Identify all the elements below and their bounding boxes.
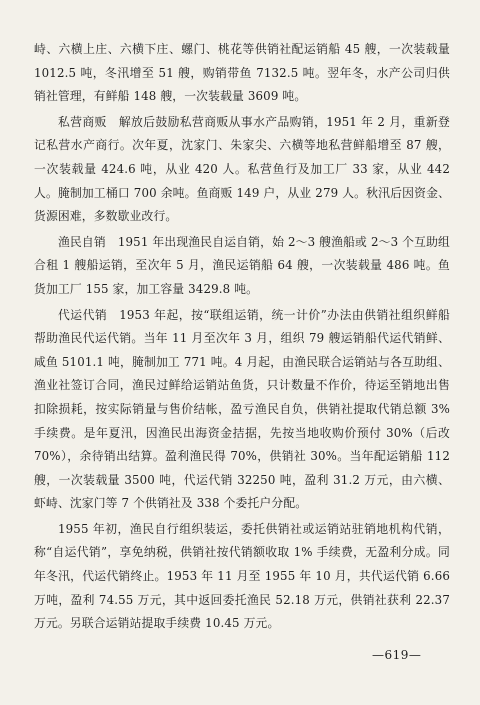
page-number: —619— (372, 648, 422, 662)
paragraph-2 (34, 111, 450, 229)
paragraph-5 (34, 518, 450, 636)
paragraph-4 (34, 304, 450, 516)
paragraph-3-text: 1951 年出现渔民自运自销，始 2～3 艘渔船或 2～3 个互助组合租 1 艘船运销，至次年 5 月，渔民运销船 64 艘，一次装载量 486 吨。鱼货加工厂 155 家，加工容量 3429.8 吨。 (34, 234, 450, 296)
section-heading-private-traders: 私营商贩 (58, 114, 107, 129)
document-body (34, 38, 450, 636)
section-heading-agency-transport: 代运代销 (58, 307, 108, 322)
paragraph-1-text: 峙、六横上庄、六横下庄、螺门、桃花等供销社配运销船 45 艘，一次装载量 1012.5 吨，冬汛增至 51 艘，购销带鱼 7132.5 吨。翌年冬，水产公司归供销社管理，有鲜船 148 艘，一次装载量 3609 吨。 (34, 42, 450, 104)
paragraph-2-text: 解放后鼓励私营商贩从事水产品购销，1951 年 2 月，重新登记私营水产商行。次年夏，沈家门、朱家尖、六横等地私营鲜船增至 87 艘，一次装载量 424.6 吨，从业 420 人。私营鱼行及加工厂 33 家，从业 442 人。腌制加工桶口 700 余吨。鱼商贩 149 户，从业 279 人。秋汛后因资金、货源困难，多数歇业改行。 (34, 114, 450, 224)
paragraph-4-text: 1953 年起，按“联组运销，统一计价”办法由供销社组织鲜船帮助渔民代运代销。当年 11 月至次年 3 月，组织 79 艘运销船代运代销鲜、咸鱼 5101.1 吨，腌制加工 771 吨。4 月起，由渔民联合运销站与各互助组、渔业社签订合同，渔民过鲜给运销站鱼货，只计数量不作价，待运至销地出售扣除损耗，按实际销量与售价结帐，盈亏渔民自负，供销社提取代销总额 3% 手续费。是年夏汛，因渔民出海资金拮据，先按当地收购价预付 30%（后改 70%），余待销出结算。盈利渔民得 70%，供销社 30%。当年配运销船 112 艘，一次装载量 3500 吨，代运代销 32250 吨，盈利 31.2 万元，由六横、虾峙、沈家门等 7 个供销社及 338 个委托户分配。 (34, 307, 450, 511)
paragraph-3 (34, 231, 450, 302)
paragraph-5-text: 1955 年初，渔民自行组织装运，委托供销社或运销站驻销地机构代销，称“自运代销”，享免纳税，供销社按代销额收取 1% 手续费，无盈利分成。同年冬汛，代运代销终止。1953 年 11 月至 1955 年 10 月，共代运代销 6.66 万吨，盈利 74.55 万元，其中返回委托渔民 52.18 万元，供销社获利 22.37 万元。另联合运销站提取手续费 10.45 万元。 (34, 521, 450, 631)
section-heading-fishermen-self-sale: 渔民自销 (58, 234, 106, 249)
paragraph-1 (34, 38, 450, 109)
